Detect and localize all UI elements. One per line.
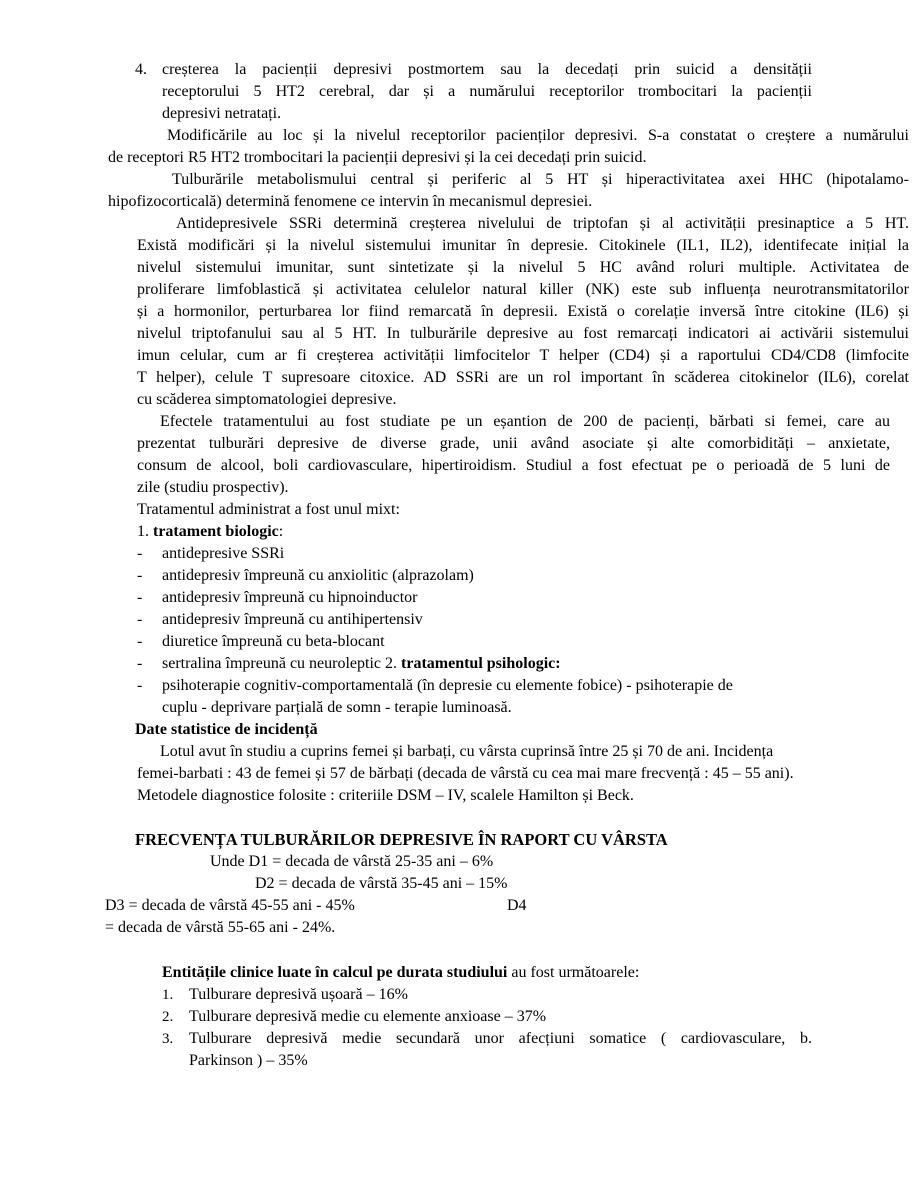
entity-item: Tulburare depresivă ușoară – 16% — [189, 986, 408, 1003]
stats-heading: Date statistice de incidență — [135, 721, 318, 738]
treatment-bio-bold: tratament biologic — [153, 523, 279, 540]
treatment-intro: Tratamentul administrat a fost unul mixt: — [137, 501, 400, 518]
bio-item: antidepresiv împreună cu antihipertensiv — [162, 611, 423, 628]
para3-line-9: cu scăderea simptomatologiei depresive. — [137, 391, 397, 408]
freq-heading: FRECVENȚA TULBURĂRILOR DEPRESIVE ÎN RAPORT CU VÂRSTA — [135, 830, 668, 849]
list-number: 1. — [162, 987, 174, 1003]
item4-line-2: receptorului 5 HT2 cerebral, dar și a numărului receptorilor trombocitari la pacienții — [162, 83, 812, 100]
para3-line-3: nivelul sistemului imunitar, sunt sintetizate și la nivelul 5 HC având roluri multiple. Activitatea de — [137, 259, 909, 276]
psy-item-line-2: cuplu - deprivare parțială de somn - terapie luminoasă. — [162, 699, 512, 716]
entity-item: Tulburare depresivă medie secundară unor afecțiuni somatice ( cardiovasculare, b. — [189, 1030, 812, 1047]
para4-line-4: zile (studiu prospectiv). — [137, 479, 289, 496]
entities-intro — [162, 962, 639, 984]
list-dash: - — [137, 589, 143, 606]
para3-line-6: nivelul triptofanului sau al 5 HT. In tulburările depresive au fost remarcați indicatori ai activării sistemului — [137, 325, 909, 342]
entities-intro-bold: Entitățile clinice luate în calcul pe durata studiului — [162, 964, 508, 981]
bio-last-text: sertralina împreună cu neuroleptic 2. — [162, 655, 402, 672]
freq-d4: = decada de vârstă 55-65 ani - 24%. — [105, 919, 336, 936]
para3-line-2: Există modificări și la nivelul sistemului imunitar în depresie. Citokinele (IL1, IL2), identifecate inițial la — [137, 237, 909, 254]
bio-item: antidepresiv împreună cu hipnoinductor — [162, 589, 418, 606]
list-dash: - — [137, 545, 143, 562]
list-number: 4. — [135, 61, 147, 78]
para3-line-4: proliferare limfoblastică și activitatea celulelor natural killer (NK) este sub influența neurotransmitatorilor — [137, 281, 909, 298]
entity-item-cont: Parkinson ) – 35% — [189, 1052, 308, 1069]
freq-d3: D3 = decada de vârstă 45-55 ani - 45% — [105, 897, 355, 914]
para3-line-8: T helper), celule T supresoare citoxice. AD SSRi are un rol important în scăderea citokinelor (IL6), corelat — [137, 369, 909, 386]
bio-item: antidepresive SSRi — [162, 545, 285, 562]
bio-item-last — [162, 653, 561, 675]
psy-item-line-1: psihoterapie cognitiv-comportamentală (în depresie cu elemente fobice) - psihoterapie de — [162, 677, 733, 694]
list-number: 2. — [162, 1009, 174, 1025]
para5-line-1: Lotul avut în studiu a cuprins femei și barbați, cu vârsta cuprinsă între 25 și 70 de ani. Incidența — [160, 743, 774, 760]
para1-line-2: de receptori R5 HT2 trombocitari la pacienții depresivi și la cei decedați prin suicid. — [108, 149, 647, 166]
treatment-bio-suffix: : — [278, 523, 284, 540]
para3-line-5: și a hormonilor, perturbarea lor fiind remarcată în depresii. Există o corelație inversă între citokine (IL6) și — [137, 303, 909, 320]
para3-line-7: imun celular, cum ar fi creșterea activității limfocitelor T helper (CD4) și a raportului CD4/CD8 (limfocite — [137, 347, 909, 364]
bio-item: antidepresiv împreună cu anxiolitic (alprazolam) — [162, 567, 474, 584]
treatment-bio-prefix: 1. — [137, 523, 153, 540]
treatment-biologic-heading — [137, 521, 283, 543]
freq-d2: D2 = decada de vârstă 35-45 ani – 15% — [255, 875, 508, 892]
para4-line-1: Efectele tratamentului au fost studiate pe un eșantion de 200 de pacienți, bărbati si femei, care au — [160, 413, 890, 430]
freq-d1: Unde D1 = decada de vârstă 25-35 ani – 6% — [210, 853, 494, 870]
item4-line-1: creșterea la pacienții depresivi postmortem sau la decedați prin suicid a densității — [162, 61, 812, 78]
list-dash: - — [137, 611, 143, 628]
list-number: 3. — [162, 1031, 174, 1047]
list-dash: - — [137, 677, 143, 694]
para5-line-2: femei-barbati : 43 de femei și 57 de bărbați (decada de vârstă cu cea mai mare frecvență : 45 – 55 ani). — [137, 765, 794, 782]
para2-line-2: hipofizocorticală) determină fenomene ce intervin în mecanismul depresiei. — [108, 193, 593, 210]
bio-item: diuretice împreună cu beta-blocant — [162, 633, 385, 650]
para5-line-3: Metodele diagnostice folosite : criteriile DSM – IV, scalele Hamilton și Beck. — [137, 787, 634, 804]
para4-line-2: prezentat tulburări depresive de diverse grade, unii având asociate și alte comorbidități – anxietate, — [137, 435, 890, 452]
list-dash: - — [137, 655, 143, 672]
para4-line-3: consum de alcool, boli cardiovasculare, hipertiroidism. Studiul a fost efectuat pe o perioadă de 5 luni de — [137, 457, 890, 474]
treatment-psy-heading: tratamentul psihologic: — [401, 655, 561, 672]
para2-line-1: Tulburările metabolismului central și periferic al 5 HT și hiperactivitatea axei HHC (hipotalamo- — [172, 171, 909, 188]
list-dash: - — [137, 567, 143, 584]
item4-line-3: depresivi netratați. — [162, 105, 282, 122]
entity-item: Tulburare depresivă medie cu elemente anxioase – 37% — [189, 1008, 547, 1025]
para1-line-1: Modificările au loc și la nivelul receptorilor pacienților depresivi. S-a constatat o creștere a numărului — [167, 127, 909, 144]
entities-intro-rest: au fost următoarele: — [507, 964, 640, 981]
list-dash: - — [137, 633, 143, 650]
para3-line-1: Antidepresivele SSRi determină creșterea nivelului de triptofan și al activității presinaptice a 5 HT. — [176, 215, 909, 232]
freq-d4-label: D4 — [507, 897, 527, 914]
